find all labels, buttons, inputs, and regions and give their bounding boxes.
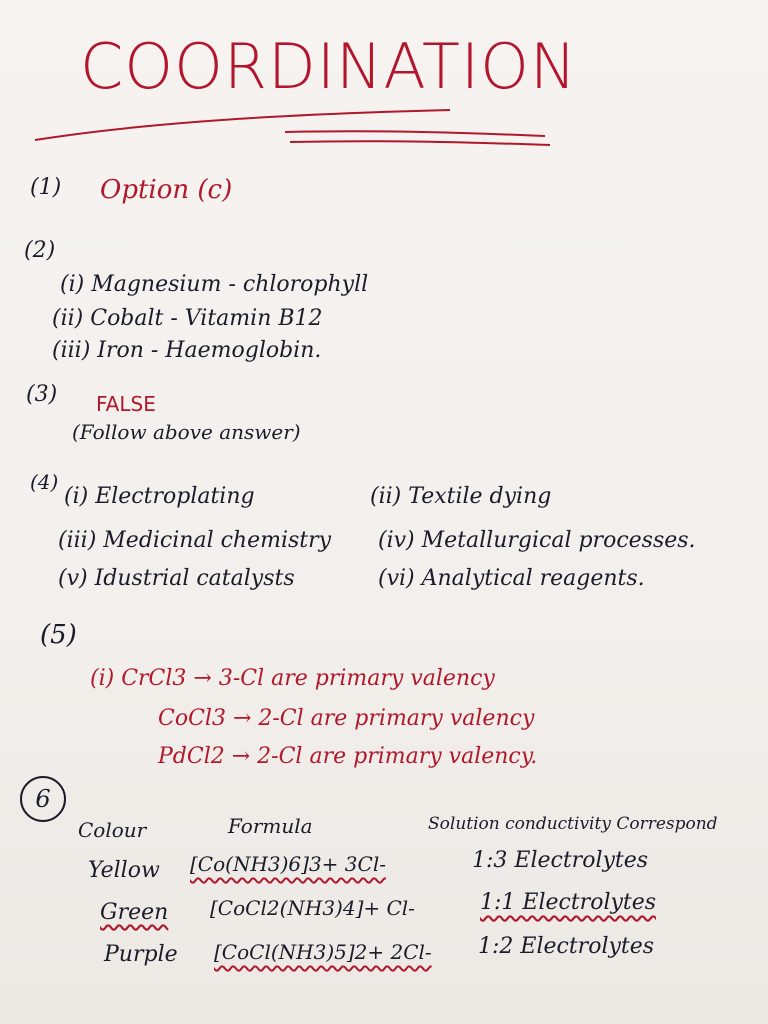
q4-item: (ii) Textile dying [370,484,552,509]
q4-item: (iii) Medicinal chemistry [58,528,332,553]
q2-item: (iii) Iron - Haemoglobin. [52,338,322,363]
q5-item: PdCl2 → 2-Cl are primary valency. [158,744,538,769]
q4-number: (4) [30,470,59,494]
q6-conductivity: 1:3 Electrolytes [472,848,649,873]
q1-answer: Option (c) [100,175,233,205]
q6-colour: Purple [104,942,178,967]
q6-formula: [Co(NH3)6]3+ 3Cl- [190,852,386,876]
q5-number: (5) [40,620,77,650]
title-underline [30,100,650,160]
q6-colour: Yellow [88,858,160,883]
q6-number: 6 [20,776,66,822]
q4-item: (i) Electroplating [64,484,255,509]
q6-header-colour: Colour [78,818,147,842]
q5-item: CoCl3 → 2-Cl are primary valency [158,706,535,731]
q6-formula: [CoCl(NH3)5]2+ 2Cl- [214,940,432,964]
page-title: COORDINATION [80,30,578,103]
q5-item: (i) CrCl3 → 3-Cl are primary valency [90,666,495,691]
q2-item: (ii) Cobalt - Vitamin B12 [52,306,323,331]
q1-number: (1) [30,175,62,200]
q3-answer: FALSE [96,392,156,416]
q6-conductivity: 1:1 Electrolytes [480,890,657,915]
q6-header-conductivity: Solution conductivity Correspond [428,814,718,834]
q2-item: (i) Magnesium - chlorophyll [60,272,369,297]
q6-header-formula: Formula [228,814,313,838]
q3-note: (Follow above answer) [72,420,301,444]
q4-item: (vi) Analytical reagents. [378,566,645,591]
q6-conductivity: 1:2 Electrolytes [478,934,655,959]
q4-item: (iv) Metallurgical processes. [378,528,696,553]
q3-number: (3) [26,382,58,407]
q2-number: (2) [24,238,56,263]
q6-colour: Green [100,900,169,925]
q4-item: (v) Idustrial catalysts [58,566,295,591]
q6-formula: [CoCl2(NH3)4]+ Cl- [210,896,415,920]
